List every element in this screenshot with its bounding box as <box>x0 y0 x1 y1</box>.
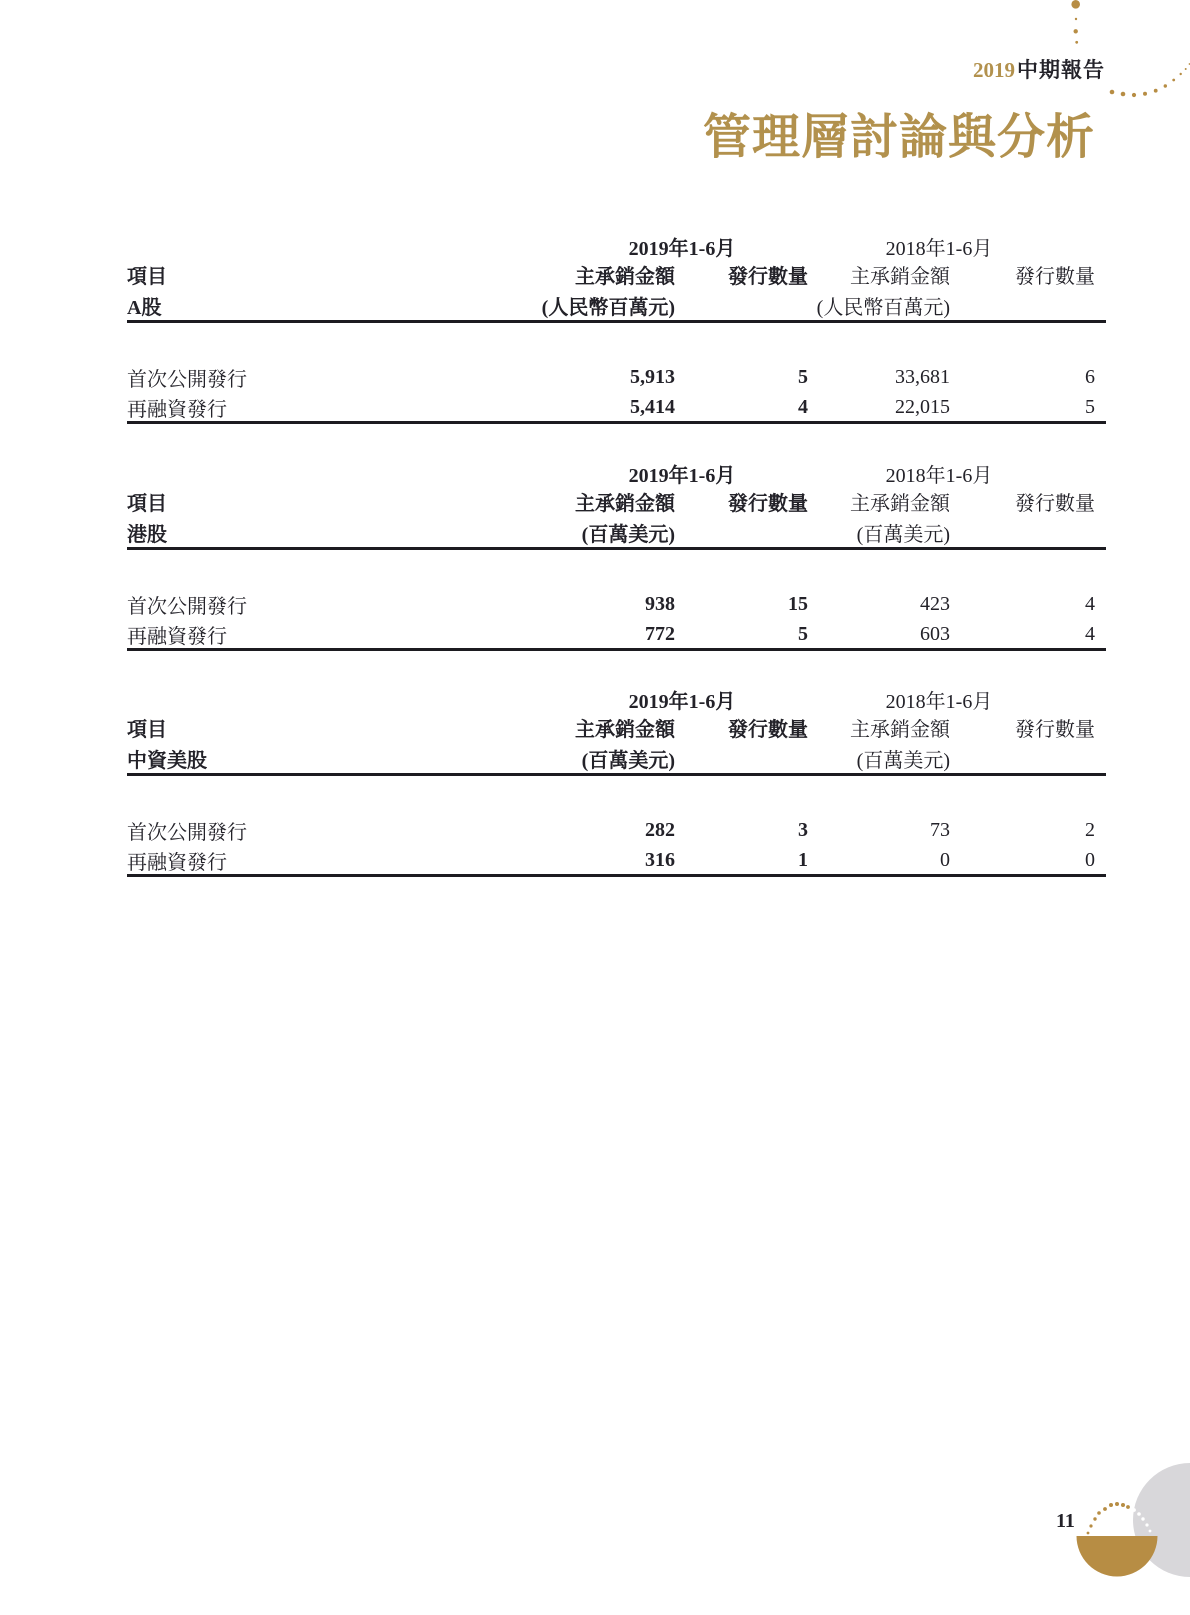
amount-2019-column-header: 主承銷金額 <box>575 492 675 515</box>
count-2019-value: 15 <box>788 592 808 615</box>
count-2019-value: 5 <box>798 623 808 645</box>
row-label: 再融資發行 <box>127 399 227 421</box>
amount-2018-column-header: 主承銷金額 <box>850 718 950 741</box>
category-label: A股 <box>127 296 162 319</box>
period-row <box>127 455 1106 485</box>
unit-row <box>127 290 1106 320</box>
unit-row <box>127 517 1106 547</box>
count-2019-column-header: 發行數量 <box>728 265 808 288</box>
amount-2018-column-header: 主承銷金額 <box>850 492 950 515</box>
item-column-header: 項目 <box>127 718 167 741</box>
row-label: 再融資發行 <box>127 852 227 874</box>
page-title: 管理層討論與分析 <box>702 111 1095 164</box>
amount-2018-value: 33,681 <box>895 365 950 388</box>
category-label: 中資美股 <box>127 749 207 772</box>
table-a-shares <box>127 228 1106 424</box>
amount-2019-value: 282 <box>645 818 675 841</box>
table-us-shares <box>127 681 1106 877</box>
count-2019-column-header: 發行數量 <box>728 718 808 741</box>
count-2018-value: 5 <box>1085 396 1095 418</box>
amount-2019-value: 316 <box>645 849 675 871</box>
amount-2018-value: 423 <box>920 592 950 615</box>
count-2018-value: 6 <box>1085 365 1095 388</box>
count-2018-value: 4 <box>1085 592 1095 615</box>
column-header-row <box>127 711 1106 743</box>
amount-2019-value: 772 <box>645 623 675 645</box>
table-row <box>127 361 1106 393</box>
count-2019-value: 3 <box>798 818 808 841</box>
count-2018-value: 2 <box>1085 818 1095 841</box>
row-label: 首次公開發行 <box>127 821 247 844</box>
corner-circles-decoration-bottom <box>1060 1440 1190 1615</box>
table-hk-shares <box>127 455 1106 651</box>
row-label: 再融資發行 <box>127 626 227 648</box>
unit-2018-label: (百萬美元) <box>856 749 950 772</box>
unit-2018-label: (人民幣百萬元) <box>816 296 950 319</box>
period-2018-label: 2018年1-6月 <box>885 691 993 713</box>
period-row <box>127 681 1106 711</box>
column-header-row <box>127 258 1106 290</box>
table-row <box>127 620 1106 648</box>
category-label: 港股 <box>127 523 167 546</box>
amount-2018-value: 0 <box>940 849 950 871</box>
report-year: 2019 <box>973 58 1015 82</box>
item-column-header: 項目 <box>127 492 167 515</box>
row-label: 首次公開發行 <box>127 368 247 391</box>
unit-2019-label: (人民幣百萬元) <box>541 296 675 319</box>
count-2019-value: 4 <box>798 396 808 418</box>
count-2018-column-header: 發行數量 <box>1015 265 1095 288</box>
period-row <box>127 228 1106 258</box>
amount-2019-value: 938 <box>645 592 675 615</box>
count-2019-value: 1 <box>798 849 808 871</box>
amount-2019-value: 5,913 <box>630 365 675 388</box>
count-2018-value: 4 <box>1085 623 1095 645</box>
table-row <box>127 393 1106 421</box>
unit-row <box>127 743 1106 773</box>
amount-2019-column-header: 主承銷金額 <box>575 265 675 288</box>
amount-2018-value: 73 <box>930 818 950 841</box>
amount-2019-column-header: 主承銷金額 <box>575 718 675 741</box>
count-2018-value: 0 <box>1085 849 1095 871</box>
period-2019-label: 2019年1-6月 <box>628 238 736 260</box>
table-row <box>127 814 1106 846</box>
amount-2018-column-header: 主承銷金額 <box>850 265 950 288</box>
amount-2019-value: 5,414 <box>630 396 675 418</box>
period-2019-label: 2019年1-6月 <box>628 465 736 487</box>
page-number: 11 <box>1056 1510 1075 1532</box>
amount-2018-value: 22,015 <box>895 396 950 418</box>
unit-2018-label: (百萬美元) <box>856 523 950 546</box>
item-column-header: 項目 <box>127 265 167 288</box>
count-2018-column-header: 發行數量 <box>1015 718 1095 741</box>
count-2019-value: 5 <box>798 365 808 388</box>
period-2018-label: 2018年1-6月 <box>885 465 993 487</box>
table-row <box>127 846 1106 874</box>
unit-2019-label: (百萬美元) <box>581 749 675 772</box>
row-label: 首次公開發行 <box>127 595 247 618</box>
period-2018-label: 2018年1-6月 <box>885 238 993 260</box>
period-2019-label: 2019年1-6月 <box>628 691 736 713</box>
count-2018-column-header: 發行數量 <box>1015 492 1095 515</box>
column-header-row <box>127 485 1106 517</box>
count-2019-column-header: 發行數量 <box>728 492 808 515</box>
report-label <box>973 54 1105 84</box>
amount-2018-value: 603 <box>920 623 950 645</box>
table-row <box>127 588 1106 620</box>
unit-2019-label: (百萬美元) <box>581 523 675 546</box>
report-title: 中期報告 <box>1017 58 1105 82</box>
